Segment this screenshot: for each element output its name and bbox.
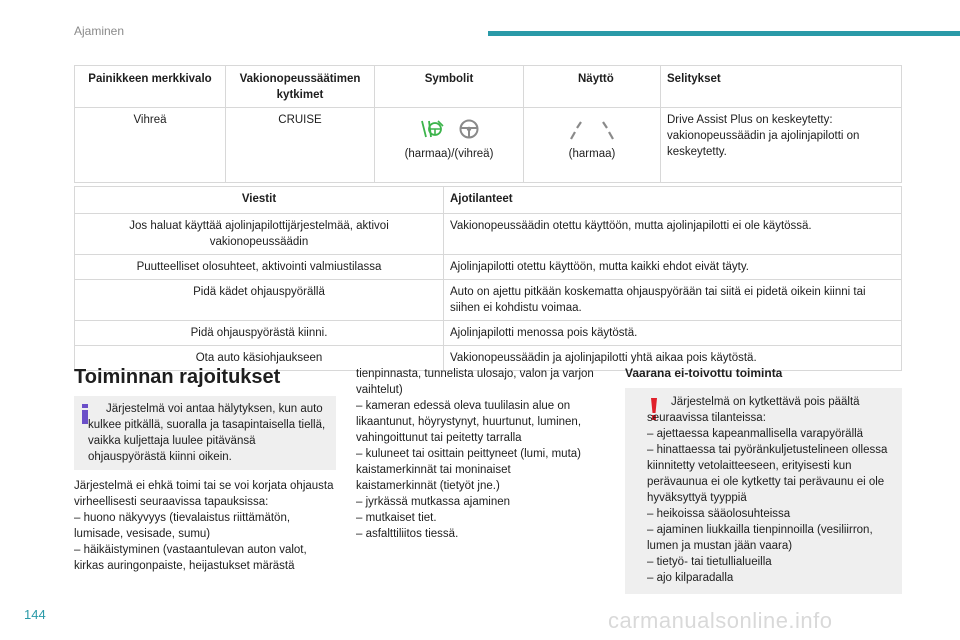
watermark: carmanualsonline.info [608, 608, 833, 633]
situation-cell: Ajolinjapilotti menossa pois käytöstä. [444, 321, 902, 346]
table-row [75, 280, 902, 321]
info-box [74, 396, 336, 470]
message-cell: Ota auto käsiohjaukseen [75, 346, 444, 371]
col-header-symbols: Symbolit [375, 66, 524, 108]
limitations-text-col1: Järjestelmä ei ehkä toimi tai se voi korjata ohjausta virheellisesti seuraavissa tapauksissa: – huono näkyvyys (tievalaistus riittämätön, lumisade, vesisade, sumu) – häikäistyminen (vastaantulevan auton valot, kirkas auringonpaiste, heijastukset märästä [74, 480, 334, 572]
display-header-text: Näyttö [578, 73, 614, 85]
message-cell: Jos haluat käyttää ajolinjapilottijärjestelmää, aktivoi vakionopeussäädin [75, 214, 444, 255]
col-header-display [524, 66, 661, 108]
col-header-switches: Vakionopeussäätimen kytkimet [226, 66, 375, 108]
display-cell [524, 108, 661, 183]
warning-box-text: Järjestelmä on kytkettävä pois päältä seuraavissa tilanteissa: – ajettaessa kapeanmallisella varapyörällä – hinattaessa tai pyöränkuljetustelineen ollessa kiinnitetty vetolaitteeseen, erityisesti kun perävaunua ei ole kytketty tai perävaunu ei ole hyväksyttyä tyyppiä – heikoissa sääolosuhteissa – ajaminen liukkailla tienpinnoilla (vesiliirron, lumen ja mustan jään vaara) – tietyö- tai tietullialueilla – ajo kilparadalla [647, 396, 888, 584]
situation-cell: Ajolinjapilotti otettu käyttöön, mutta kaikki ehdot eivät täyty. [444, 255, 902, 280]
message-cell: Puutteelliset olosuhteet, aktivointi valmiustilassa [75, 255, 444, 280]
page-number: 144 [24, 607, 46, 622]
indicator-table [74, 65, 902, 183]
lane-lines-icon [557, 118, 627, 144]
symbols-caption: (harmaa)/(vihreä) [404, 148, 494, 160]
symbols-cell [375, 108, 524, 183]
situation-cell: Vakionopeussäädin ja ajolinjapilotti yhtä aikaa pois käytöstä. [444, 346, 902, 371]
col-header-indicator: Painikkeen merkkivalo [75, 66, 226, 108]
indicator-cell: Vihreä [75, 108, 226, 183]
info-box-text: Järjestelmä voi antaa hälytyksen, kun auto kulkee pitkällä, suoralla ja tasapintaisella tiellä, vaikka kuljettaja luulee pitävänsä ohjauspyörästä kiinni oikein. [88, 403, 326, 463]
col-header-messages: Viestit [75, 187, 444, 214]
description-cell: Drive Assist Plus on keskeytetty: vakionopeussäädin ja ajolinjapilotti on keskeytetty. [661, 108, 902, 183]
table-row [75, 108, 902, 183]
steering-wheel-icon [458, 118, 480, 140]
message-cell: Pidä kädet ohjauspyörällä [75, 280, 444, 321]
section-title: Toiminnan rajoitukset [74, 366, 281, 388]
limitations-text-col2: tienpinnasta, tunnelista ulosajo, valon ja varjon vaihtelut) – kameran edessä oleva tuulilasin alue on likaantunut, höyrystynyt, huurtunut, luminen, vahingoittunut tai peitetty tarralla – kuluneet tai osittain peittyneet (lumi, muta) kaistamerkinnät tai moninaiset kaistamerkinnät (tietyöt jne.) – jyrkässä mutkassa ajaminen – mutkaiset tiet. – asfalttiliitos tiessä. [356, 368, 594, 540]
header-title: Ajaminen [74, 24, 125, 38]
table-row [75, 321, 902, 346]
display-caption: (harmaa) [568, 148, 616, 160]
lane-assist-icon [418, 118, 444, 140]
warning-box [625, 388, 902, 594]
table-row [75, 255, 902, 280]
warning-title: Vaarana ei-toivottu toiminta [625, 366, 783, 380]
table-row [75, 214, 902, 255]
header-accent-bar [488, 31, 960, 36]
situation-cell: Vakionopeussäädin otettu käyttöön, mutta ajolinjapilotti ei ole käytössä. [444, 214, 902, 255]
messages-table [74, 186, 902, 371]
switch-cell: CRUISE [226, 108, 375, 183]
col-header-explanations: Selitykset [661, 66, 902, 108]
situation-cell: Auto on ajettu pitkään koskematta ohjauspyörään tai siitä ei pidetä oikein kiinni tai siihen ei kohdistu voimaa. [444, 280, 902, 321]
col-header-situations: Ajotilanteet [444, 187, 902, 214]
message-cell: Pidä ohjauspyörästä kiinni. [75, 321, 444, 346]
